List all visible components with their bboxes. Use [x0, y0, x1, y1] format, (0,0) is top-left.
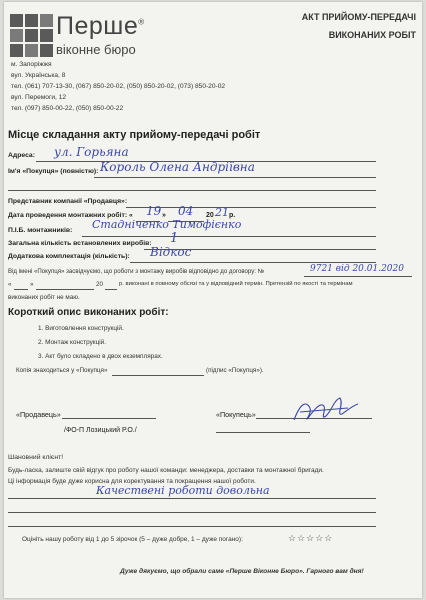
completion-close-quote: »	[30, 281, 34, 288]
installers-line	[82, 236, 376, 237]
date-month: 04	[178, 204, 194, 218]
seller-rep-label: Представник компанії «Продавця»:	[8, 198, 128, 205]
feedback-line-c	[8, 526, 376, 527]
seller-signature-line	[62, 418, 156, 419]
act-title-line2: ВИКОНАНИХ РОБІТ	[328, 30, 416, 40]
contract-line	[304, 276, 412, 277]
contact-address-1: вул. Українська, 8	[11, 72, 66, 79]
works-item-2: 2. Монтаж конструкцій.	[38, 339, 107, 346]
copy-text-1: Копія знаходиться у «Покупця»	[16, 367, 108, 374]
date-r: р.	[229, 212, 236, 219]
brand-name: Перше®	[56, 12, 145, 40]
contact-address-2: вул. Перемоги, 12	[11, 94, 67, 101]
feedback-line-a	[8, 498, 376, 499]
seller-name: /ФО-П Лозицький Р.О./	[64, 427, 137, 434]
act-document: Перше® віконне бюро м. Запоріжжя вул. Українська, 8 тел. (061) 707-13-30, (067) 850-20-02, (050) 850-20-02, (073) 850-20-02 вул. Перемоги, 12 тел. (097) 850-00-22, (050) 850-00-22 АКТ ПРИЙОМУ-ПЕРЕДАЧІ ВИКОНАНИХ РОБІТ Місце складання акту прийому-передачі робіт Адреса: ул. Горьяна Ім'я «Покупця» (повністю): Король Олена Андріївна Представник компанії «Продавця»: Дата проведення монтажних робіт: « 19 » 04 20 21 р. П.І.Б. монтажників: Стадніченко Тимофієнко Загальна кількість встановлених виробів: 1 Додаткова комплектація (кількість): Відкос Від імені «Покупця» засвідчуємо, що роботи з монтажу виробів відповідно до договору: № 9721 від 20.01.2020 « » 20 р. виконані в повному обсязі та у відповідний термін. Претензій по якості та термінам виконаних робіт не маю. Короткий опис виконаних робіт: 1. Виготовлення конструкцій. 2. Монтаж конструкцій. 3. Акт було складено в двох екземплярах. Копія знаходиться у «Покупця» (підпис «Покупця»). «Продавець» /ФО-П Лозицький Р.О./ «Покупець» Шановний клієнт! Будь-ласка, залиште свій відгук про роботу нашої команди: менеджера, доставки та монтажної бригади. Ці інформація буде дуже корисна для коректування та покращення нашої роботи. Качествені роботи довольна Оцініть нашу роботу від 1 до 5 зірочок (5 – дуже добре, 1 – дуже погано): ☆☆☆☆☆ Дуже дякуємо, що обрали саме «Перше Віконне Бюро». Гарного вам дня!	[4, 2, 422, 598]
feedback-line-b	[8, 512, 376, 513]
seller-label: «Продавець»	[16, 410, 61, 419]
buyer-line	[94, 177, 376, 178]
extra-label: Додаткова комплектація (кількість):	[8, 253, 130, 260]
brand-subtitle: віконне бюро	[56, 42, 136, 57]
thanks-text: Дуже дякуємо, що обрали саме «Перше Віконне Бюро». Гарного вам дня!	[120, 568, 364, 575]
feedback-line-2: Ці інформація буде дуже корисна для коректування та покращення нашої роботи.	[8, 478, 256, 485]
buyer-label: Ім'я «Покупця» (повністю):	[8, 168, 99, 175]
date-year-suffix: 21	[215, 206, 229, 219]
feedback-handwritten: Качествені роботи довольна	[96, 484, 270, 497]
date-year-prefix: 20	[206, 212, 214, 219]
address-value: ул. Горьяна	[54, 145, 129, 159]
installers-label: П.І.Б. монтажників:	[8, 227, 73, 234]
rating-text: Оцініть нашу роботу від 1 до 5 зірочок (5 – дуже добре, 1 – дуже погано):	[22, 536, 243, 543]
buyer-sign-label: «Покупець»	[216, 410, 256, 419]
contact-phones-2: тел. (097) 850-00-22, (050) 850-00-22	[11, 105, 124, 112]
contact-city: м. Запоріжжя	[11, 61, 52, 68]
copy-signature-line	[112, 375, 204, 376]
buyer-name-line	[216, 432, 310, 433]
act-title-line1: АКТ ПРИЙОМУ-ПЕРЕДАЧІ	[301, 12, 416, 22]
completion-text: р. виконані в повному обсязі та у відповідний термін. Претензій по якості та термінам	[119, 281, 353, 287]
seller-rep-line	[126, 207, 376, 208]
copy-text-2: (підпис «Покупця»).	[206, 367, 264, 374]
works-item-1: 1. Виготовлення конструкцій.	[38, 325, 124, 332]
buyer-value: Король Олена Андріївна	[100, 160, 255, 174]
total-value: 1	[170, 231, 179, 246]
date-day: 19	[146, 204, 162, 218]
completion-text-2: виконаних робіт не маю.	[8, 294, 80, 301]
address-label: Адреса:	[8, 152, 35, 159]
place-title: Місце складання акту прийому-передачі робіт	[8, 129, 261, 141]
buyer-signature-icon	[290, 394, 362, 428]
total-label: Загальна кількість встановлених виробів:	[8, 240, 152, 247]
works-title: Короткий опис виконаних робіт:	[8, 307, 169, 318]
extra-line	[130, 262, 376, 263]
contract-text: Від імені «Покупця» засвідчуємо, що роботи з монтажу виробів відповідно до договору: №	[8, 268, 265, 275]
completion-year: 20	[96, 281, 104, 288]
installers-value: Стадніченко Тимофієнко	[92, 218, 242, 231]
feedback-line-1: Будь-ласка, залиште свій відгук про роботу нашої команди: менеджера, доставки та монтажної бригади.	[8, 467, 324, 474]
works-item-3: 3. Акт було складено в двох екземплярах.	[38, 353, 163, 360]
extra-value: Відкос	[150, 245, 192, 259]
install-date-label: Дата проведення монтажних робіт: «	[8, 212, 133, 219]
buyer-line-2	[8, 190, 376, 191]
contact-phones-1: тел. (061) 707-13-30, (067) 850-20-02, (050) 850-20-02, (073) 850-20-02	[11, 83, 226, 90]
rating-stars-icon[interactable]: ☆☆☆☆☆	[288, 533, 334, 543]
logo-grid-icon	[10, 14, 54, 58]
completion-open-quote: «	[8, 281, 12, 288]
contract-number: 9721 від 20.01.2020	[310, 264, 404, 274]
feedback-greeting: Шановний клієнт!	[8, 454, 64, 461]
